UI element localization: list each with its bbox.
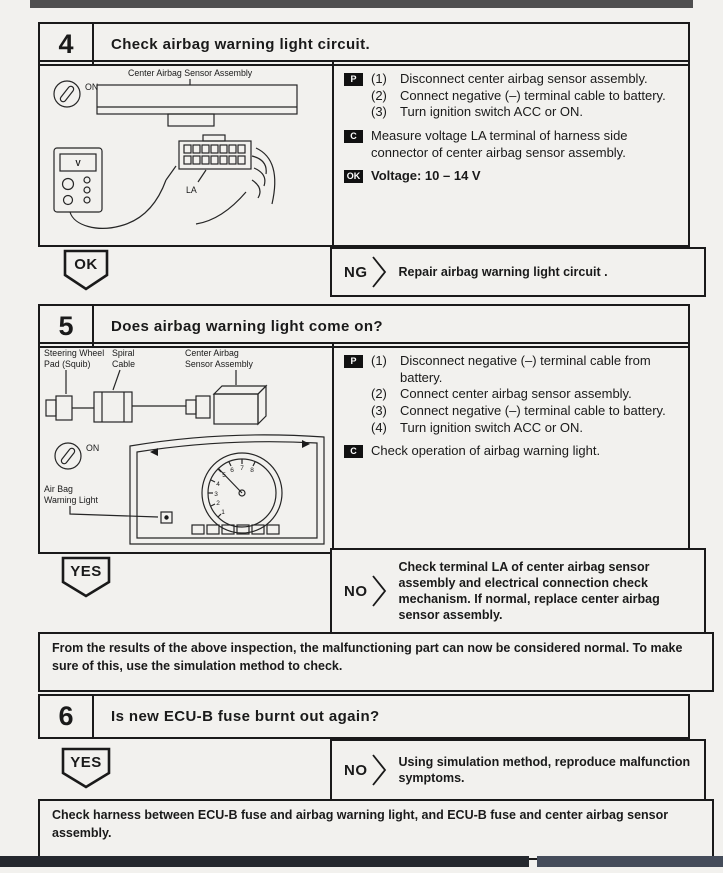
bottom-rule-left: [0, 856, 529, 867]
step4-instructions: [332, 62, 688, 245]
check-badge: C: [344, 130, 363, 143]
step4-prepare-row: [344, 71, 678, 121]
ok-badge: OK: [344, 170, 363, 183]
instruction-item: [371, 88, 678, 105]
pad-label-line2: Pad (Squib): [44, 359, 91, 369]
no-action-text: Using simulation method, reproduce malfunction symptoms.: [398, 754, 691, 785]
note-harness: Check harness between ECU-B fuse and airbag warning light, and ECU-B fuse and center airbag sensor assembly.: [38, 799, 714, 860]
tachometer-numbers: [214, 465, 254, 516]
assembly-label-line2: Sensor Assembly: [185, 359, 253, 369]
step6-no-action: [330, 739, 706, 801]
cable-label-line1: Spiral: [112, 348, 135, 358]
no-label: NO: [344, 582, 368, 600]
step6-number: 6: [40, 696, 94, 737]
instruction-item: [371, 104, 678, 121]
svg-text:8: 8: [250, 467, 254, 474]
instruction-item: [371, 353, 678, 386]
ng-arrow-icon: [372, 256, 387, 288]
no-arrow-icon: [372, 754, 387, 786]
step5-number: 5: [40, 306, 94, 346]
step6-title: Is new ECU-B fuse burnt out again?: [111, 708, 380, 725]
item-text: Connect negative (–) terminal cable to battery.: [400, 87, 666, 103]
terminal-la-label: LA: [186, 185, 197, 195]
step5-yes-result: [61, 556, 111, 598]
step4-ng-action: [330, 247, 706, 297]
bottom-rule-right: [537, 856, 723, 867]
item-number: (2): [371, 386, 387, 402]
prepare-badge: P: [344, 73, 363, 86]
ok-spec-text: Voltage: 10 – 14 V: [371, 168, 481, 184]
svg-text:4: 4: [216, 481, 220, 488]
svg-text:7: 7: [240, 465, 244, 472]
assembly-label-line1: Center Airbag: [185, 348, 239, 358]
ignition-on-label: ON: [85, 82, 99, 92]
step4-number: 4: [40, 24, 94, 64]
step5-diagram: [40, 344, 330, 548]
item-text: Turn ignition switch ACC or ON.: [400, 104, 584, 120]
item-text: Disconnect center airbag sensor assembly.: [400, 71, 648, 86]
no-arrow-icon: [372, 575, 387, 607]
item-text: Disconnect negative (–) terminal cable from battery.: [400, 353, 651, 385]
ignition-on-label: ON: [86, 443, 100, 453]
svg-text:5: 5: [222, 472, 226, 479]
item-number: (3): [371, 402, 387, 418]
pad-label-line1: Steering Wheel: [44, 348, 105, 358]
instruction-item: [371, 420, 678, 437]
warning-light-label-line1: Air Bag: [44, 484, 73, 494]
check-text: Check operation of airbag warning light.: [371, 443, 601, 459]
step5-panel: [38, 342, 690, 554]
no-label: NO: [344, 761, 368, 779]
step5-check-row: [344, 443, 678, 460]
step4-diagram: [40, 62, 330, 241]
instruction-item: [371, 71, 678, 88]
svg-text:1: 1: [221, 509, 225, 516]
svg-text:6: 6: [230, 467, 234, 474]
step4-ok-row: [344, 168, 678, 185]
step5-prepare-row: [344, 353, 678, 436]
step5-title: Does airbag warning light come on?: [111, 317, 383, 335]
step4-diagram-area: [40, 62, 332, 245]
top-rule: [30, 0, 693, 8]
no-action-text: Check terminal LA of center airbag sensor assembly and electrical connection check mechanism. If normal, replace center airbag sensor assembly.: [398, 559, 660, 623]
note-simulation: From the results of the above inspection, the malfunctioning part can now be considered normal. To make sure of this, use the simulation method to check.: [38, 632, 714, 692]
cable-label-line2: Cable: [112, 359, 135, 369]
step4-check-row: [344, 128, 678, 161]
yes-result-label: YES: [70, 754, 102, 771]
step4-title: Check airbag warning light circuit.: [111, 35, 371, 53]
step4-panel: [38, 60, 690, 247]
item-number: (1): [371, 71, 387, 86]
prepare-badge: P: [344, 355, 363, 368]
check-text: Measure voltage LA terminal of harness side connector of center airbag sensor assembly.: [371, 127, 628, 160]
yes-result-label: YES: [70, 563, 102, 580]
item-text: Connect negative (–) terminal cable to battery.: [400, 402, 666, 418]
svg-text:2: 2: [216, 500, 220, 507]
item-number: (3): [371, 104, 387, 120]
voltmeter-v-label: V: [75, 159, 81, 168]
step5-diagram-area: [40, 344, 332, 552]
step5-instructions: [332, 344, 688, 552]
step6-header: [38, 694, 690, 739]
ng-action-text: Repair airbag warning light circuit .: [398, 264, 608, 279]
warning-light-label-line2: Warning Light: [44, 495, 98, 505]
instruction-item: [371, 386, 678, 403]
item-number: (1): [371, 353, 387, 368]
ng-label: NG: [344, 263, 368, 281]
step4-ok-result: [63, 249, 109, 291]
assembly-label: Center Airbag Sensor Assembly: [128, 68, 253, 78]
step5-no-action: [330, 548, 706, 634]
svg-text:3: 3: [214, 491, 218, 498]
item-text: Connect center airbag sensor assembly.: [400, 386, 632, 402]
item-text: Turn ignition switch ACC or ON.: [400, 419, 584, 435]
item-number: (4): [371, 419, 387, 435]
item-number: (2): [371, 87, 387, 103]
instruction-item: [371, 403, 678, 420]
check-badge: C: [344, 445, 363, 458]
step6-yes-result: [61, 747, 111, 789]
ok-result-label: OK: [74, 256, 98, 273]
